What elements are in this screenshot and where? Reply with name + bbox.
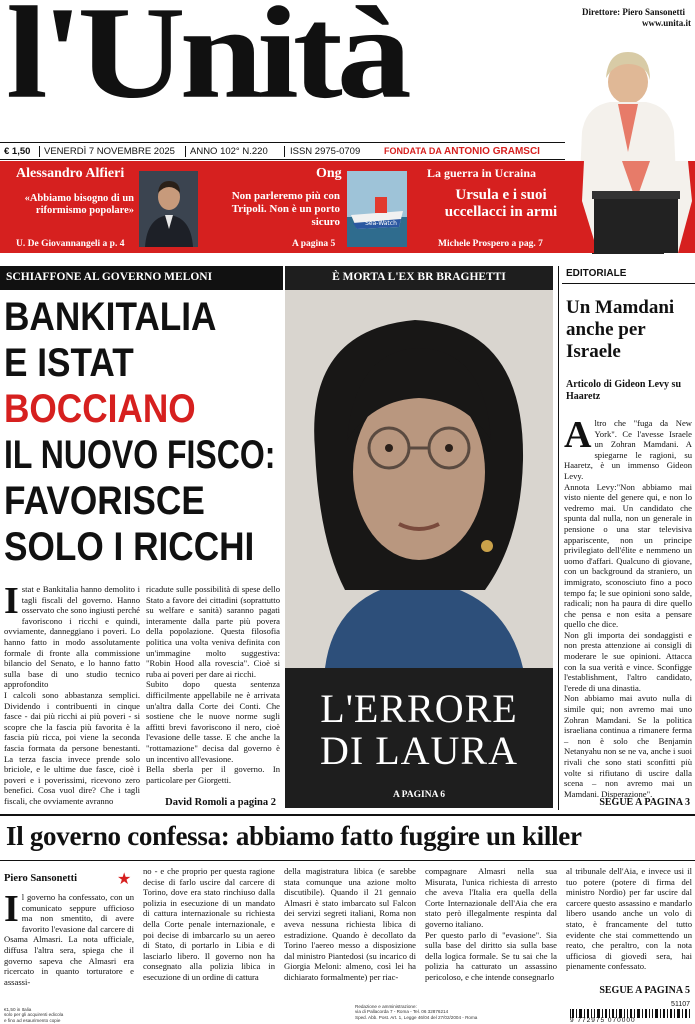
bottom-story-author: Piero Sansonetti — [4, 873, 78, 884]
teaser-right-kicker[interactable]: La guerra in Ucraina — [427, 166, 536, 180]
left-story-col1 — [4, 580, 140, 806]
left-story-kicker: SCHIAFFONE AL GOVERNO MELONI — [0, 266, 283, 290]
founded-label: FONDATA DA — [384, 146, 442, 156]
left-story-body-2: ricadute sulle possibilità di spese dello Stato a favore dei cittadini (soprattutto su welfare e sanità) saranno pagati interamente dalla parte più povera della popolazione. Questa filosofia politica una volta veniva definita con un'immagine molto suggestiva: "Robin Hood alla rovescia". Cioè si ruba ai poveri per dare ai ricchi. Subito dopo questa sentenza difficilmente appellabile ne è arrivata un'altra dalla Corte dei Conti. Che sostiene che le nuove norme sugli affitti brevi favoriscono il nero, cioè l'evasione delle tasse. E che anche la "rottamazione" decisa dal governo è un incentivo all'evasione. Bella sberla per il governo. In particolare per Giorgetti. — [146, 584, 280, 785]
center-story-headline[interactable] — [285, 688, 553, 772]
issue-date: VENERDÌ 7 NOVEMBRE 2025 — [44, 146, 175, 157]
director-line: Direttore: Piero Sansonetti — [582, 7, 685, 17]
teaser-right-byline: Michele Prospero a pag. 7 — [438, 239, 543, 249]
barcode-bottom-number: 9 772975 070000 — [570, 1017, 636, 1024]
teaser-left-byline: U. De Giovannangeli a p. 4 — [16, 239, 125, 249]
teaser-middle-footer: A pagina 5 — [292, 239, 336, 249]
newspaper-logo[interactable]: l'Unità — [6, 0, 406, 126]
teaser-left-quote: «Abbiamo bisogno di un riformismo popolare» — [24, 193, 134, 216]
left-story-body-1: stat e Bankitalia hanno demolito i tagli fiscali del governo. Hanno osservato che sono ingiusti perché favoriscono i ricchi e quindi, ovviamente, danneggiano i poveri. Lo hanno fatto in modo assolutamente formale di fronte alla commissione bilancio del Senato, e lo hanno fatto sulla base di uno studio tecnico approfondito I calcoli sono abbastanza semplici. Dividendo i contribuenti in cinque fasce - dai più ricchi ai più poveri - si scopre che la fascia più favorita è la fascia più ricca, poi viene la seconda fascia formata da persone benestanti. La terza fascia invece prende solo briciole, e le ultime due fasce, cioè i poveri e i poverissimi, ricevono zero benefici. Cosa vuol dire? Che i tagli fiscali, che ovviamente avranno — [4, 584, 140, 806]
headline-line-2: E ISTAT — [4, 341, 134, 385]
bottom-story-headline[interactable]: Il governo confessa: abbiamo fatto fuggire un killer — [6, 821, 582, 851]
editorial-headline[interactable]: Un Mamdani anche per Israele — [566, 297, 675, 362]
bottom-col4 — [425, 866, 557, 1006]
left-story-headline[interactable] — [4, 297, 284, 567]
center-story-footer[interactable]: A PAGINA 6 — [392, 790, 446, 800]
editorial-body — [564, 414, 692, 799]
address-note: Redazione e amministrazione: via di Pallacorda 7 - Roma - Tel. 06 32876214 Sped. Abb. Post. Art. 1, Legge 46/04 del 27/02/2004 - Roma — [355, 1004, 478, 1020]
bottom-text-2: no - e che proprio per questa ragione decise di farlo uscire dal carcere di Torino, dove era stato rinchiuso dalla polizia in esecuzione di un mandato di cattura internazionale su richiesta della Corte penale internazionale, e poi decise di imbarcarlo su un aereo di Stato, di portarlo in Libia e di lasciarlo libero. Il governo non ha consegnato alla polizia libica in esecuzione di un ordine di cattura — [143, 866, 275, 982]
bottom-text-5: al tribunale dell'Aia, e invece usi il tuo potere (potere di firma del ministro Nordio) per far uscire dal carcere questo assassino e mandarlo libero usando anche un volo di stato, è francamente del tutto evidente che stai commettendo un reato, che peraltro, con la nota ufficiosa di giovedì sera, hai pienamente confessato. — [566, 866, 692, 972]
bottom-col5 — [566, 866, 692, 980]
bottom-text-1: l governo ha confessato, con un comunicato seppure ufficioso ma non smentito, di avere favorito l'evasione dal carcere di Osama Almasri. La nota ufficiale, diffusa l'altra sera, spiega che il governo sapeva che Almasri era ricercato in quanto torturatore e assassi- — [4, 892, 134, 987]
teaser-right-headline: Ursula e i suoi uccellacci in armi — [444, 187, 558, 220]
left-story-col2 — [146, 584, 280, 785]
ship-photo — [347, 171, 407, 247]
bottom-col2 — [143, 866, 275, 1006]
issn: ISSN 2975-0709 — [290, 146, 361, 157]
founder-name: ANTONIO GRAMSCI — [444, 146, 540, 157]
ship-label: Sea-Watch — [365, 220, 397, 227]
editorial-footer[interactable]: SEGUE A PAGINA 3 — [599, 797, 690, 808]
bottom-col1 — [4, 888, 134, 1006]
bottom-col3 — [284, 866, 416, 1006]
teaser-middle-text: Non parleremo più con Tripoli. Non è un porto sicuro — [231, 190, 340, 228]
bottom-story-footer[interactable]: SEGUE A PAGINA 5 — [599, 985, 690, 996]
website-link[interactable]: www.unita.it — [642, 18, 692, 28]
braghetti-photo — [285, 290, 553, 668]
headline-line-6: SOLO I RICCHI — [4, 525, 255, 569]
barcode-top-number: 51107 — [671, 1001, 690, 1008]
headline-line-5: FAVORISCE — [4, 479, 205, 523]
left-story-byline[interactable]: David Romoli a pagina 2 — [165, 797, 276, 808]
star-icon: ★ — [117, 869, 132, 888]
bottom-dropcap: I — [4, 888, 19, 930]
teaser-middle-title[interactable]: Ong — [316, 166, 342, 181]
center-story-kicker: È MORTA L'EX BR BRAGHETTI — [332, 271, 506, 283]
price-note: €1,50 in Italia solo per gli acquirenti edicola e fino ad esaurimento copie — [4, 1007, 64, 1023]
headline-line-3: BOCCIANO — [4, 387, 196, 431]
center-headline-line-2: DI LAURA — [320, 728, 518, 773]
issue-number: ANNO 102° N.220 — [190, 146, 268, 157]
editorial-subhead: Articolo di Gideon Levy su Haaretz — [566, 379, 682, 402]
teaser-left-title[interactable]: Alessandro Alfieri — [16, 166, 125, 181]
price: € 1,50 — [4, 146, 31, 157]
barcode — [566, 1001, 694, 1024]
bottom-text-3: della magistratura libica (e sarebbe stata comunque una azione molto discutibile). Quando il 21 gennaio Almasri è stato imbarcato sul Falcon dei servizi segreti italiani, Roma non aveva nessuna richiesta libica di estradizione. Quando è decollato da Torino l'aereo messo a disposizione dal ministro Piantedosi (su incarico di Giorgia Meloni: almeno, così lei ha dichiarato formalmente) per riac- — [284, 866, 416, 982]
bottom-text-4: compagnare Almasri nella sua Misurata, l'unica richiesta di arresto che aveva l'Italia era quella della Corte Internazionale dell'Aia che era stato però illegalmente respinta dal governo italiano. Per questo parlo di "evasione". Sia sulla base del diritto sia sulla base della logica formale. Se tu sai che la polizia ha catturato un assassino pericoloso, e che intende consegnarlo — [425, 866, 557, 982]
alfieri-photo — [139, 171, 198, 247]
ursula-photo-overlay — [578, 161, 695, 253]
editorial-dropcap: A — [564, 414, 592, 456]
editorial-label: EDITORIALE — [566, 268, 627, 279]
center-headline-line-1: L'ERRORE — [320, 686, 518, 731]
editorial-text: ltro che "fuga da New York". Ce l'avesse Israele un Zohran Mamdani. A spiegarne le ragioni, su Haaretz, è un immenso Gideon Levy. Annota Levy:"Non abbiamo mai visto niente del genere qui, e non lo vedremo mai. Un candidato che spunta dal nulla, non un generale in pensione o una star televisiva appariscente, non un principe privilegiato dell'élite e nemmeno un uomo d'affari. Qualcuno di giovane, con un background da straniero, un immigrato, sconosciuto fino a poco tempo fa; le sue opinioni sono salde, radicali; non ha paura di dire quello che pensa e non esita a pensare quello che dice. Non gli importa dei sondaggisti e non presta attenzione ai consigli di moderare le sue opinioni. Attacca con la sua verità e vince. Sconfigge l'establishment, l'altro candidato, l'erede di una dinastia. Non abbiamo mai avuto nulla di simile qui; non avremo mai uno Zohran Mamdani. Se la politica israeliana continua a rimanere ferma – non è solo che Benjamin Netanyahu non se ne va, anche i suoi rivali che sono stati sconfitti più volte si rifiutano di uscire dalla scena – non avremo mai un Mamdani. Disperazione". — [564, 418, 692, 799]
headline-line-1: BANKITALIA — [4, 295, 217, 339]
headline-line-4: IL NUOVO FISCO: — [4, 433, 276, 477]
left-story-dropcap: I — [4, 580, 19, 622]
